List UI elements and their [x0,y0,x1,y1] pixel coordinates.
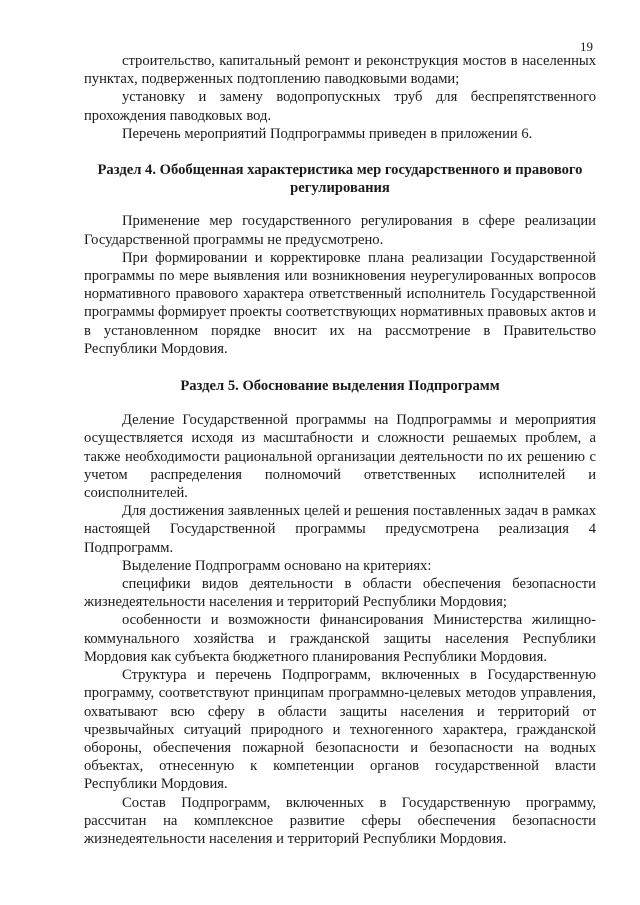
section-5-paragraph: Структура и перечень Подпрограмм, включенных в Государственную программу, соответствуют принципам программно-целевых методов управления, охватывают всю сферу в области защиты населения и территорий от чрезвычайных ситуаций природного и техногенного характера, гражданской обороны, обеспечения пожарной безопасности и безопасности на водных объектах, отнесенную к компетенции органов государственной власти Республики Мордовия. [84,667,596,793]
section-5-paragraph: Для достижения заявленных целей и решения поставленных задач в рамках настоящей Государственной программы предусмотрена реализация 4 Подпрограмм. [84,503,596,556]
section-4-paragraph: Применение мер государственного регулирования в сфере реализации Государственной программы не предусмотрено. [84,213,596,248]
section-5-paragraph: Деление Государственной программы на Подпрограммы и мероприятия осуществляется исходя из масштабности и сложности решаемых проблем, а также необходимости рациональной организации деятельности по их решению с учетом распределения полномочий ответственных исполнителей и соисполнителей. [84,412,596,502]
paragraph-bridges: строительство, капитальный ремонт и реконструкция мостов в населенных пунктах, подверженных подтоплению паводковыми водами; [84,53,596,88]
section-5-paragraph: специфики видов деятельности в области обеспечения безопасности жизнедеятельности населения и территорий Республики Мордовия; [84,576,596,611]
section-5-paragraph: Состав Подпрограмм, включенных в Государственную программу, рассчитан на комплексное развитие сферы обеспечения безопасности жизнедеятельности населения и территорий Республики Мордовия. [84,794,596,847]
section-5-heading: Раздел 5. Обоснование выделения Подпрограмм [180,378,500,395]
document-body [84,52,596,848]
section-5-paragraph: Выделение Подпрограмм основано на критериях: [122,557,432,574]
section-4-heading: Раздел 4. Обобщенная характеристика мер государственного и правового регулирования [97,162,583,197]
page-number: 19 [580,39,593,54]
section-5-paragraph: особенности и возможности финансирования Министерства жилищно-коммунального хозяйства и гражданской защиты населения Республики Мордовия как субъекта бюджетного планирования Республики Мордовия. [84,612,596,665]
paragraph-culverts: установку и замену водопропускных труб для беспрепятственного прохождения паводковых вод. [84,89,596,124]
paragraph-appendix-ref: Перечень мероприятий Подпрограммы приведен в приложении 6. [122,125,533,142]
section-4-paragraph: При формировании и корректировке плана реализации Государственной программы по мере выявления или возникновения неурегулированных вопросов нормативного правового характера ответственный исполнитель Государственной программы формирует проекты соответствующих нормативных правовых актов и в установленном порядке вносит их на рассмотрение в Правительство Республики Мордовия. [84,249,596,357]
